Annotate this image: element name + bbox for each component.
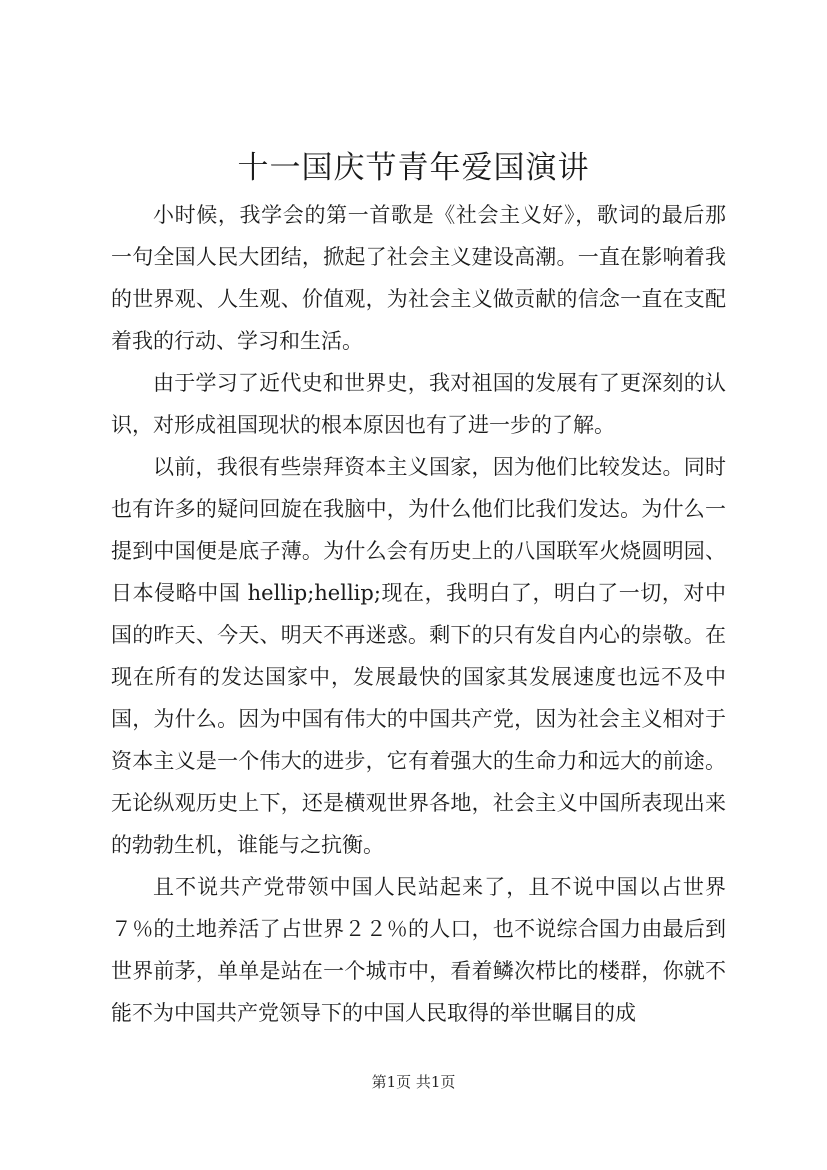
paragraph-2: 由于学习了近代史和世界史，我对祖国的发展有了更深刻的认识，对形成祖国现状的根本原因也有了进一步的了解。	[111, 371, 726, 437]
document-title: 十一国庆节青年爱国演讲	[237, 150, 590, 186]
page-footer: 第1页 共1页	[371, 1073, 456, 1091]
paragraph-3: 以前，我很有些崇拜资本主义国家，因为他们比较发达。同时也有许多的疑问回旋在我脑中，为什么他们比我们发达。为什么一提到中国便是底子薄。为什么会有历史上的八国联军火烧圆明园、日本侵略中国 hellip;hellip;现在，我明白了，明白了一切，对中国的昨天、今天、明天不再迷惑。剩下的只有发自内心的崇敬。在现在所有的发达国家中，发展最快的国家其发展速度也远不及中国，为什么。因为中国有伟大的中国共产党，因为社会主义相对于资本主义是一个伟大的进步，它有着强大的生命力和远大的前途。无论纵观历史上下，还是横观世界各地，社会主义中国所表现出来的勃勃生机，谁能与之抗衡。	[111, 455, 726, 857]
document-body	[111, 194, 726, 1034]
paragraph-1: 小时候，我学会的第一首歌是《社会主义好》，歌词的最后那一句全国人民大团结，掀起了社会主义建设高潮。一直在影响着我的世界观、人生观、价值观，为社会主义做贡献的信念一直在支配着我的行动、学习和生活。	[111, 203, 726, 353]
paragraph-4: 且不说共产党带领中国人民站起来了，且不说中国以占世界７％的土地养活了占世界２２％的人口，也不说综合国力由最后到世界前茅，单单是站在一个城市中，看着鳞次栉比的楼群，你就不能不为中国共产党领导下的中国人民取得的举世瞩目的成	[111, 875, 726, 1025]
